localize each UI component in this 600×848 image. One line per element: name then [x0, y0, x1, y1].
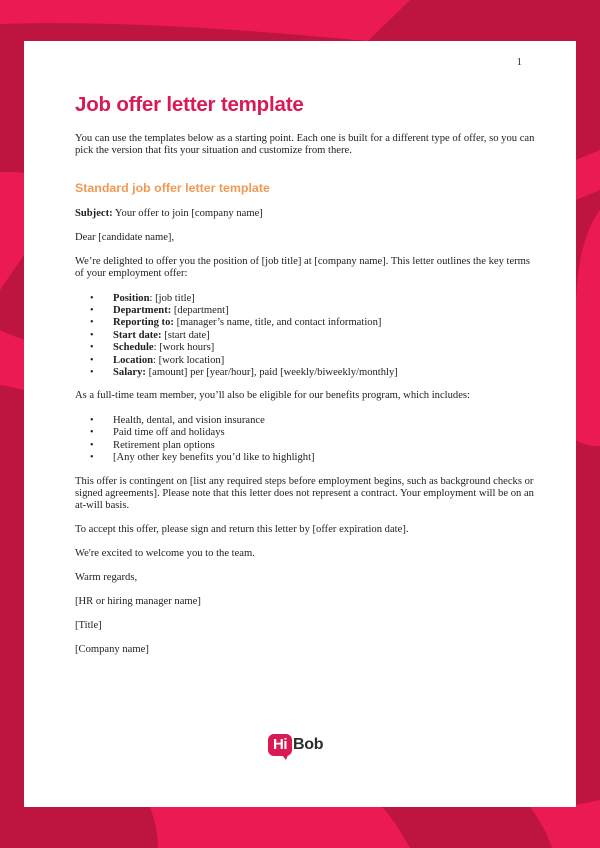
benefits-item: • Paid time off and holidays: [75, 427, 535, 439]
contingency-paragraph: This offer is contingent on [list any required steps before employment begins, such as background checks or signed agreements]. Please note that this letter does not represent a contract. Your employment will be on an at-will basis.: [75, 475, 534, 512]
terms-item-position: • Position: [job title]: [75, 293, 535, 305]
terms-item-department: • Department: [department]: [75, 305, 535, 317]
terms-item-start-date: • Start date: [start date]: [75, 330, 535, 342]
logo-hi-text: Hi: [273, 736, 287, 753]
terms-item-salary: • Salary: [amount] per [year/hour], paid [weekly/biweekly/monthly]: [75, 367, 535, 379]
benefits-item: • Retirement plan options: [75, 440, 535, 452]
speech-bubble-icon: [268, 734, 292, 756]
excitement-line: We're excited to welcome you to the team.: [75, 548, 255, 560]
benefits-intro: As a full-time team member, you’ll also be eligible for our benefits program, which includes:: [75, 390, 470, 402]
hibob-logo: [268, 733, 323, 757]
terms-item-reporting-to: • Reporting to: [manager’s name, title, and contact information]: [75, 317, 535, 329]
benefits-item: • [Any other key benefits you’d like to highlight]: [75, 452, 535, 464]
logo-bob-text: Bob: [293, 736, 324, 753]
terms-item-schedule: • Schedule: [work hours]: [75, 342, 535, 354]
benefits-item: • Health, dental, and vision insurance: [75, 415, 535, 427]
intro-paragraph: You can use the templates below as a starting point. Each one is built for a different type of offer, so you can pick the version that fits your situation and customize from there.: [75, 133, 535, 157]
document-content: [75, 93, 535, 668]
acceptance-paragraph: To accept this offer, please sign and return this letter by [offer expiration date].: [75, 524, 409, 536]
section-heading: Standard job offer letter template: [75, 180, 270, 195]
opening-paragraph: We’re delighted to offer you the position of [job title] at [company name]. This letter outlines the key terms of your employment offer:: [75, 255, 531, 280]
subject-line: [75, 208, 535, 220]
benefits-list: [75, 415, 535, 465]
signature-name: [HR or hiring manager name]: [75, 596, 201, 608]
terms-item-location: • Location: [work location]: [75, 355, 535, 367]
page-number: 1: [516, 56, 522, 68]
greeting: Dear [candidate name],: [75, 231, 175, 243]
subject-value: Your offer to join [company name]: [112, 207, 263, 219]
document-page: [24, 41, 576, 807]
closing-line: Warm regards,: [75, 572, 138, 584]
signature-title: [Title]: [75, 620, 102, 632]
subject-label: Subject:: [75, 207, 113, 219]
document-title: Job offer letter template: [75, 93, 304, 116]
signature-company: [Company name]: [75, 644, 149, 656]
terms-list: [75, 293, 535, 380]
